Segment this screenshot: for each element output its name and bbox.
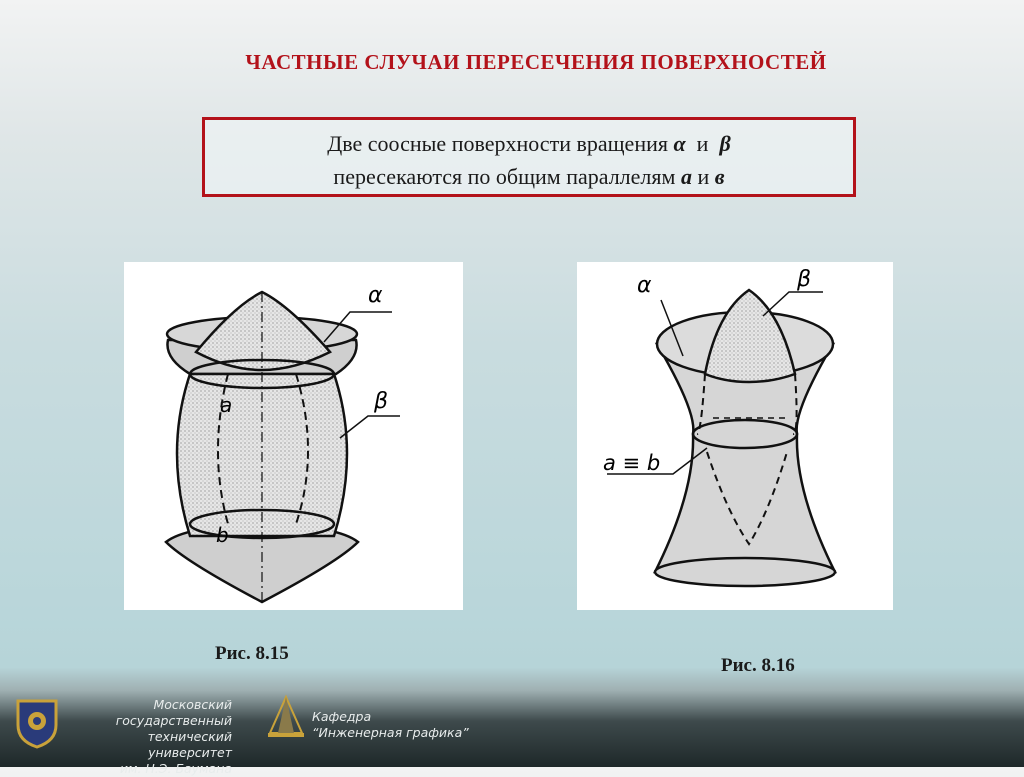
label-beta: β: [797, 267, 812, 292]
department-line-2: “Инженерная графика”: [312, 725, 469, 740]
definition-line-1: [205, 127, 853, 160]
alpha-symbol: α: [673, 131, 686, 156]
definition-text-2: пересекаются по общим параллелям: [333, 164, 676, 189]
definition-text-1: Две соосные поверхности вращения: [327, 131, 668, 156]
slide-title: ЧАСТНЫЕ СЛУЧАИ ПЕРЕСЕЧЕНИЯ ПОВЕРХНОСТЕЙ: [245, 50, 827, 74]
beta-symbol: β: [719, 131, 731, 156]
label-ab: a ≡ b: [603, 451, 661, 475]
university-line-2: технический университет: [147, 729, 232, 760]
label-a: a: [220, 393, 233, 417]
department-line-1: Кафедра: [312, 709, 372, 724]
university-name: [62, 697, 232, 777]
label-b: b: [216, 523, 229, 547]
label-alpha: α: [368, 283, 383, 308]
label-beta: β: [374, 389, 389, 414]
university-crest-icon: [14, 697, 60, 749]
beta-cone-top: [705, 290, 795, 382]
caption-8-16: Рис. 8.16: [721, 655, 795, 676]
alpha-bottom-rim: [655, 558, 835, 586]
definition-box: [202, 117, 856, 197]
and-word-1: и: [696, 131, 709, 156]
caption-8-15: Рис. 8.15: [215, 643, 289, 664]
beta-leader: [340, 416, 400, 438]
department-name: [312, 709, 469, 741]
and-word-2: и: [697, 164, 710, 189]
university-line-1: Московский государственный: [115, 697, 232, 728]
beta-top-cone: [196, 292, 330, 370]
figure-8-16: [577, 262, 893, 610]
b-symbol: в: [714, 164, 725, 189]
a-symbol: а: [680, 164, 692, 189]
label-alpha: α: [637, 273, 652, 298]
figure-8-15: [124, 262, 463, 610]
department-logo-icon: [262, 693, 310, 741]
university-line-3: им. Н.Э. Баумана: [119, 761, 232, 776]
definition-line-2: [205, 160, 853, 193]
